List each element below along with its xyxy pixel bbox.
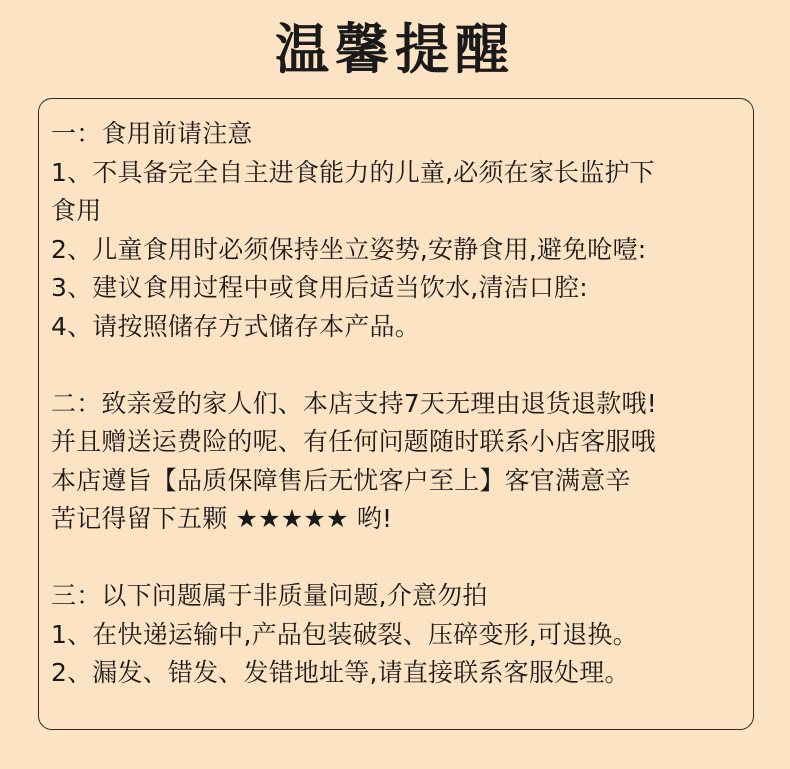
section-usage-notes <box>51 115 743 346</box>
notice-line: 1、在快递运输中,产品包装破裂、压碎变形,可退换。 <box>51 619 638 649</box>
notice-line: 4、请按照储存方式储存本产品。 <box>51 311 420 341</box>
section-return-policy <box>51 385 743 539</box>
section-spacer <box>51 346 743 385</box>
notice-line: 苦记得留下五颗 ★★★★★ 哟! <box>51 504 393 533</box>
notice-line: 1、不具备完全自主进食能力的儿童,必须在家长监护下 <box>51 157 655 187</box>
notice-line: 3、建议食用过程中或食用后适当饮水,清洁口腔: <box>51 273 588 302</box>
section-heading: 二：致亲爱的家人们、本店支持7天无理由退货退款哦! <box>51 388 657 418</box>
section-heading: 一：食用前请注意 <box>51 119 253 148</box>
notice-line: 并且赠送运费险的呢、有任何问题随时联系小店客服哦 <box>51 427 656 456</box>
section-spacer <box>51 539 743 578</box>
notice-line: 食用 <box>51 196 102 225</box>
page-title: 温馨提醒 <box>275 18 515 81</box>
section-non-quality-issues <box>51 577 743 693</box>
notice-line: 2、漏发、错发、发错地址等,请直接联系客服处理。 <box>51 658 630 687</box>
section-heading: 三：以下问题属于非质量问题,介意勿拍 <box>51 581 488 610</box>
notice-line: 本店遵旨【品质保障售后无忧客户至上】客官满意辛 <box>51 465 631 495</box>
notice-box <box>38 98 754 730</box>
notice-line: 2、儿童食用时必须保持坐立姿势,安静食用,避免呛噎: <box>51 234 647 264</box>
